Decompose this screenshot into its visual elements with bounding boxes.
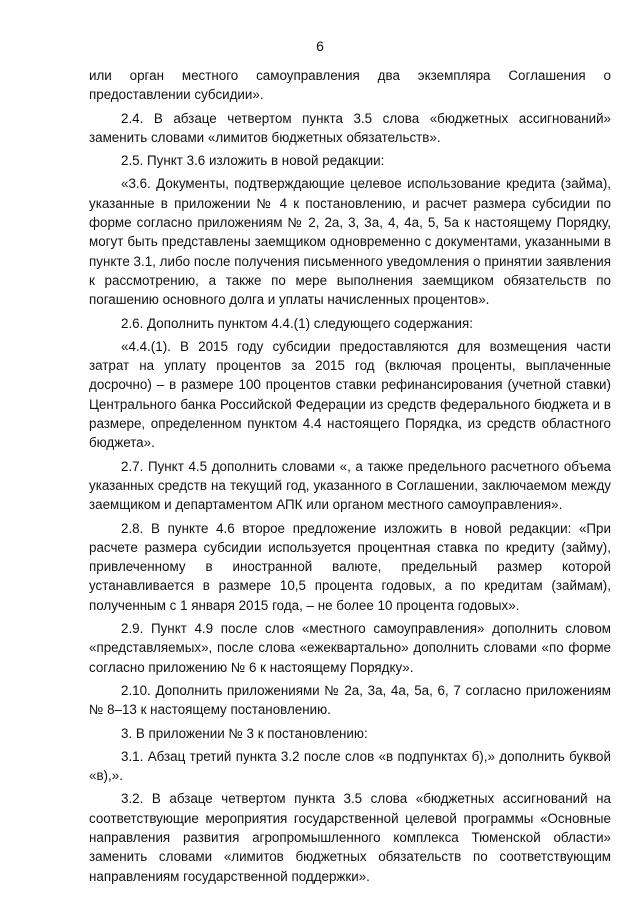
paragraph: «4.4.(1). В 2015 году субсидии предоставляются для возмещения части затрат на уплату процентов за 2015 год (включая проценты, выплаченные досрочно) – в размере 100 процентов ставки рефинансирования (учетной ставки) Центрального банка Российской Федерации из средств федерального бюджета и в размере, определенном пунктом 4.4 настоящего Порядка, из средств областного бюджета». xyxy=(89,338,611,451)
paragraph: 3.2. В абзаце четвертом пункта 3.5 слова «бюджетных ассигнований на соответствующие мероприятия государственной целевой программы «Основные направления развития агропромышленного комплекса Тюменской области» заменить словами «лимитов бюджетных обязательств по соответствующим направлениям государственной поддержки». xyxy=(89,791,611,884)
paragraph: 2.10. Дополнить приложениями № 2а, 3а, 4а, 5а, 6, 7 согласно приложениям № 8–13 к настоящему постановлению. xyxy=(89,682,611,718)
paragraph: 2.7. Пункт 4.5 дополнить словами «, а также предельного расчетного объема указанных средств на текущий год, указанного в Соглашении, заключаемом между заемщиком и департаментом АПК или органом местного самоуправления». xyxy=(89,458,611,513)
paragraph: 2.4. В абзаце четвертом пункта 3.5 слова «бюджетных ассигнований» заменить словами «лимитов бюджетных обязательств». xyxy=(89,110,611,145)
paragraph: 3.1. Абзац третий пункта 3.2 после слов «в подпунктах б),» дополнить буквой «в),». xyxy=(89,748,611,784)
paragraph: «3.6. Документы, подтверждающие целевое использование кредита (займа), указанные в приложении № 4 к постановлению, и расчет размера субсидии по форме согласно приложениям № 2, 2а, 3, 3а, 4, 4а, 5, 5а к настоящему Порядку, могут быть представлены заемщиком одновременно с документами, указанными в пункте 3.1, либо после получения письменного уведомления о принятии заявления к рассмотрению, а также по мере выполнения заемщиком обязательств по погашению основного долга и уплаты начисленных процентов». xyxy=(89,176,611,308)
page-number: 6 xyxy=(316,38,324,54)
document-body xyxy=(89,66,611,886)
paragraph: 2.5. Пункт 3.6 изложить в новой редакции: xyxy=(121,153,385,169)
paragraph: 2.8. В пункте 4.6 второе предложение изложить в новой редакции: «При расчете размера субсидии используется процентная ставка по кредиту (займу), привлеченному в иностранной валюте, предельный размер которой устанавливается в размере 10,5 процента годовых, а по кредитам (займам), полученным с 1 января 2015 года, – не более 10 процента годовых». xyxy=(89,520,611,613)
paragraph: или орган местного самоуправления два экземпляра Соглашения о предоставлении субсидии». xyxy=(89,68,611,103)
paragraph: 2.9. Пункт 4.9 после слов «местного самоуправления» дополнить словом «представляемых», после слова «ежеквартально» дополнить словами «по форме согласно приложению № 6 к настоящему Порядку». xyxy=(89,621,611,675)
paragraph: 3. В приложении № 3 к постановлению: xyxy=(121,725,368,741)
paragraph: 2.6. Дополнить пунктом 4.4.(1) следующего содержания: xyxy=(121,315,474,331)
